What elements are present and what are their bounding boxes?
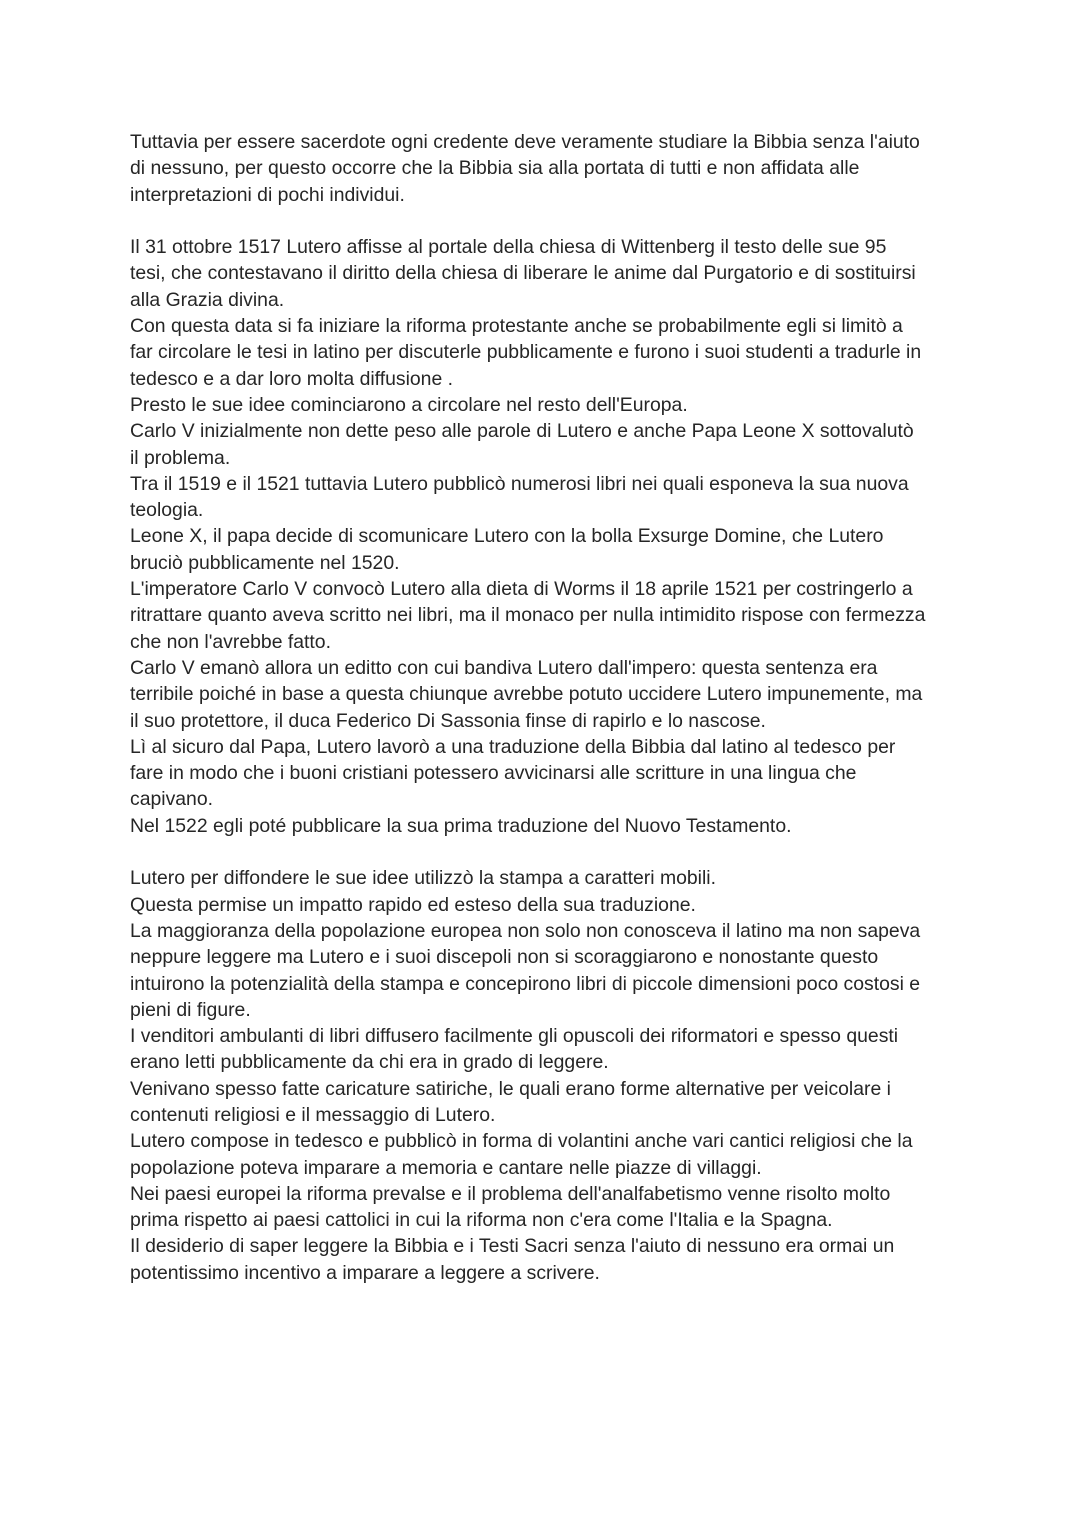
text-line: intuirono la potenzialità della stampa e concepirono libri di piccole dimensioni poco costosi e (130, 972, 921, 995)
text-line: che non l'avrebbe fatto. (130, 630, 331, 653)
text-line: popolazione poteva imparare a memoria e cantare nelle piazze di villaggi. (130, 1156, 762, 1179)
text-line: Il desiderio di saper leggere la Bibbia e i Testi Sacri senza l'aiuto di nessuno era ormai un (130, 1235, 895, 1258)
text-line: tedesco e a dar loro molta diffusione . (130, 367, 454, 390)
text-line: Carlo V emanò allora un editto con cui bandiva Lutero dall'impero: questa sentenza era (130, 656, 878, 679)
text-line: terribile poiché in base a questa chiunque avrebbe potuto uccidere Lutero impunemente, ma (130, 683, 923, 706)
text-line: Carlo V inizialmente non dette peso alle parole di Lutero e anche Papa Leone X sottovalutò (130, 420, 914, 443)
paragraph-printing-press (130, 865, 960, 1286)
text-line: erano letti pubblicamente da chi era in grado di leggere. (130, 1051, 609, 1074)
text-line: il problema. (130, 446, 231, 469)
text-line: Tuttavia per essere sacerdote ogni credente deve veramente studiare la Bibbia senza l'aiuto (130, 131, 920, 153)
text-line: fare in modo che i buoni cristiani potessero avvicinarsi alle scritture in una lingua che (130, 762, 857, 785)
document-body (130, 129, 960, 1286)
text-line: Il 31 ottobre 1517 Lutero affisse al portale della chiesa di Wittenberg il testo delle sue 95 (130, 236, 887, 259)
text-line: contenuti religiosi e il messaggio di Lutero. (130, 1103, 496, 1126)
text-line: potentissimo incentivo a imparare a leggere a scrivere. (130, 1261, 600, 1284)
text-line: I venditori ambulanti di libri diffusero facilmente gli opuscoli dei riformatori e spesso questi (130, 1025, 899, 1048)
text-line: Lì al sicuro dal Papa, Lutero lavorò a una traduzione della Bibbia dal latino al tedesco per (130, 735, 896, 758)
text-line: Questa permise un impatto rapido ed esteso della sua traduzione. (130, 893, 696, 916)
text-line: Leone X, il papa decide di scomunicare Lutero con la bolla Exsurge Domine, che Lutero (130, 525, 884, 548)
text-line: capivano. (130, 788, 214, 811)
text-line: Presto le sue idee cominciarono a circolare nel resto dell'Europa. (130, 393, 688, 416)
text-line: alla Grazia divina. (130, 288, 285, 311)
text-line: pieni di figure. (130, 998, 251, 1021)
text-line: Nei paesi europei la riforma prevalse e il problema dell'analfabetismo venne risolto molto (130, 1182, 891, 1205)
text-line: far circolare le tesi in latino per discuterle pubblicamente e furono i suoi studenti a tradurle in (130, 341, 922, 364)
text-line: Lutero per diffondere le sue idee utilizzò la stampa a caratteri mobili. (130, 867, 716, 890)
text-line: Lutero compose in tedesco e pubblicò in forma di volantini anche vari cantici religiosi che la (130, 1130, 913, 1153)
paragraph-spacer (130, 839, 960, 865)
text-line: ritrattare quanto aveva scritto nei libri, ma il monaco per nulla intimidito rispose con fermezza (130, 604, 926, 627)
text-line: Tra il 1519 e il 1521 tuttavia Lutero pubblicò numerosi libri nei quali esponeva la sua nuova (130, 472, 909, 495)
text-line: teologia. (130, 499, 204, 522)
text-line: tesi, che contestavano il diritto della chiesa di liberare le anime dal Purgatorio e di sostituirsi (130, 262, 916, 285)
text-line: neppure leggere ma Lutero e i suoi discepoli non si scoraggiarono e nonostante questo (130, 946, 879, 969)
text-line: bruciò pubblicamente nel 1520. (130, 551, 400, 574)
paragraph-priesthood (130, 129, 960, 208)
text-line: L'imperatore Carlo V convocò Lutero alla dieta di Worms il 18 aprile 1521 per costringerlo a (130, 578, 913, 601)
text-line: Venivano spesso fatte caricature satiriche, le quali erano forme alternative per veicolare i (130, 1077, 891, 1100)
text-line: prima rispetto ai paesi cattolici in cui la riforma non c'era come l'Italia e la Spagna. (130, 1209, 833, 1232)
text-line: Nel 1522 egli poté pubblicare la sua prima traduzione del Nuovo Testamento. (130, 814, 792, 837)
text-line: di nessuno, per questo occorre che la Bibbia sia alla portata di tutti e non affidata alle (130, 157, 860, 180)
paragraph-spacer (130, 208, 960, 234)
text-line: interpretazioni di pochi individui. (130, 183, 405, 206)
paragraph-95-theses (130, 234, 960, 839)
text-line: La maggioranza della popolazione europea non solo non conosceva il latino ma non sapeva (130, 919, 921, 942)
text-line: il suo protettore, il duca Federico Di Sassonia finse di rapirlo e lo nascose. (130, 709, 766, 732)
text-line: Con questa data si fa iniziare la riforma protestante anche se probabilmente egli si limitò a (130, 315, 903, 338)
